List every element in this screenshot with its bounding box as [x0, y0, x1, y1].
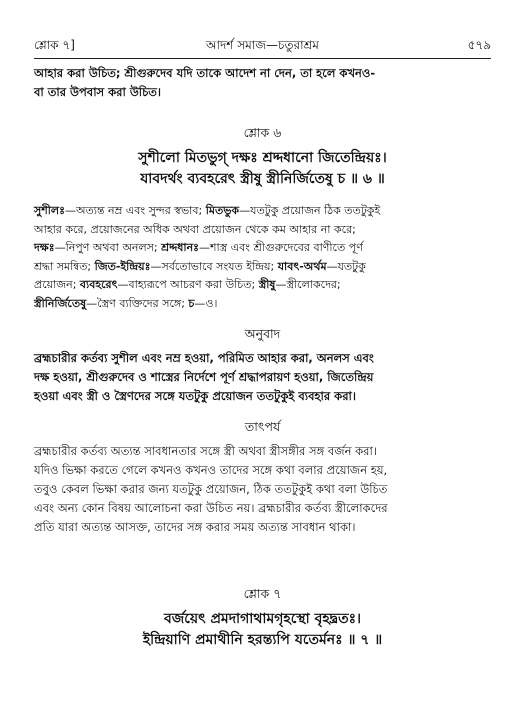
synonym-definition: প্রয়োজন; — [34, 278, 80, 291]
synonym-line — [34, 258, 491, 277]
verse-line: যাবদর্থং ব্যবহরেৎ স্ত্রীষু স্ত্রীনির্জিতেষু চ ॥ ৬ ॥ — [140, 171, 385, 187]
page-content — [34, 64, 491, 651]
purport-line: ব্রহ্মচারীর কর্তব্য অত্যন্ত সাবধানতার সঙ্গে স্ত্রী অথবা স্ত্রীসঙ্গীর সঙ্গ বর্জন করা। — [34, 444, 377, 458]
synonym-definition: —সর্বতোভাবে সংযত ইন্দ্রিয়; — [150, 259, 278, 273]
sloka-7-heading: শ্লোক ৭ — [243, 586, 282, 601]
header-verse-ref: শ্লোক ৭] — [34, 38, 75, 52]
synonym-term: যাবৎ-অর্থম — [277, 259, 327, 273]
synonym-definition: —নিপুণ অথবা অনলস; — [54, 241, 162, 254]
header-page-number: ৫৭৯ — [467, 38, 491, 52]
synonym-definition: —স্ত্রৈণ ব্যক্তিদের সঙ্গে; — [86, 296, 189, 310]
translation-line: দক্ষ হওয়া, শ্রীগুরুদেব ও শাস্ত্রের নির্দেশে পূর্ণ শ্রদ্ধাপরায়ণ হওয়া, জিতেন্দ্রিয় — [34, 370, 374, 384]
translation-line: হওয়া এবং স্ত্রী ও স্ত্রৈণদের সঙ্গে যতটুকু প্রয়োজন ততটুকুই ব্যবহার করা। — [34, 389, 357, 403]
synonym-term: শ্রদ্দধানঃ — [161, 241, 200, 254]
synonym-definition: —যতটুকু — [326, 259, 366, 273]
synonym-term: ব্যবহরেৎ — [79, 278, 118, 291]
header-chapter-title: আদর্শ সমাজ—চতুরাশ্রম — [206, 38, 319, 52]
synonym-term: সুশীলঃ — [34, 204, 65, 217]
sloka-7-verse — [34, 609, 491, 651]
synonym-term: স্ত্রীষু — [258, 278, 276, 291]
synonym-term: মিতভুক — [205, 204, 240, 217]
verse-line: বর্জয়েৎ প্রমদাগাথামগৃহস্থো বৃহদ্ব্রতঃ। — [163, 611, 362, 627]
synonym-definition: —যতটুকু প্রয়োজন ঠিক ততটুকুই — [239, 204, 381, 217]
synonym-term: স্ত্রীনির্জিতেষু — [34, 296, 87, 310]
intro-line: আহার করা উচিত; শ্রীগুরুদেব যদি তাকে আদেশ না দেন, তা হলে কখনও- — [34, 66, 376, 80]
purport-line: যদিও ভিক্ষা করতে গেলে কখনও কখনও তাদের সঙ্গে কথা বলার প্রয়োজন হয়, — [34, 463, 388, 477]
intro-line: বা তার উপবাস করা উচিত। — [34, 85, 162, 99]
translation-paragraph — [34, 349, 491, 406]
header-rule — [34, 58, 491, 59]
purport-line: তবুও কেবল ভিক্ষা করার জন্য যতটুকু প্রয়োজন, ঠিক ততটুকুই কথা বলা উচিত — [34, 482, 388, 496]
sloka-6-verse — [34, 148, 491, 190]
synonym-definition: আহার করে, প্রয়োজনের অধিক অথবা প্রয়োজন থেকে কম আহার না করে; — [34, 222, 356, 236]
synonym-term: দক্ষঃ — [34, 241, 55, 254]
purport-line: এবং অন্য কোন বিষয় আলোচনা করা উচিত নয়। ব্রহ্মচারীর কর্তব্য স্ত্রীলোকদের — [34, 501, 388, 515]
synonym-line — [34, 202, 491, 221]
synonym-definition: —অত্যন্ত নম্র এবং সুন্দর স্বভাব; — [64, 204, 206, 217]
synonym-line — [34, 276, 491, 295]
synonym-term: চ — [188, 296, 195, 310]
synonym-definition: —বাহ্যরূপে আচরণ করা উচিত; — [117, 278, 259, 291]
purport-line: প্রতি যারা অত্যন্ত আসক্ত, তাদের সঙ্গ করার সময় অত্যন্ত সাবধান থাকা। — [34, 520, 356, 534]
verse-line: সুশীলো মিতভুগ্ দক্ষঃ শ্রদ্দধানো জিতেন্দ্রিয়ঃ। — [138, 150, 387, 166]
synonym-line — [34, 221, 491, 240]
sloka-6-heading: শ্লোক ৬ — [243, 125, 282, 140]
running-header — [34, 37, 491, 55]
synonym-definition: —স্ত্রীলোকদের; — [275, 278, 341, 291]
intro-paragraph — [34, 64, 491, 102]
synonym-definition: —শাস্ত্র এবং শ্রীগুরুদেবের বাণীতে পূর্ণ — [199, 241, 363, 254]
purport-heading: তাৎপর্য — [244, 419, 281, 434]
synonym-line — [34, 295, 491, 314]
translation-line: ব্রহ্মচারীর কর্তব্য সুশীল এবং নম্র হওয়া, পরিমিত আহার করা, অনলস এবং — [34, 351, 374, 365]
translation-heading: অনুবাদ — [244, 326, 281, 341]
synonym-definition: শ্রদ্ধা সমন্বিত; — [34, 259, 95, 273]
synonyms-block — [34, 202, 491, 313]
purport-paragraph — [34, 442, 491, 537]
synonym-term: জিত-ইন্দ্রিয়ঃ — [94, 259, 151, 273]
verse-line: ইন্দ্রিয়াণি প্রমাথীনি হরন্ত্যপি যতের্মনঃ ॥ ৭ ॥ — [142, 632, 383, 648]
synonym-definition: —ও। — [194, 296, 218, 310]
synonym-line — [34, 239, 491, 258]
